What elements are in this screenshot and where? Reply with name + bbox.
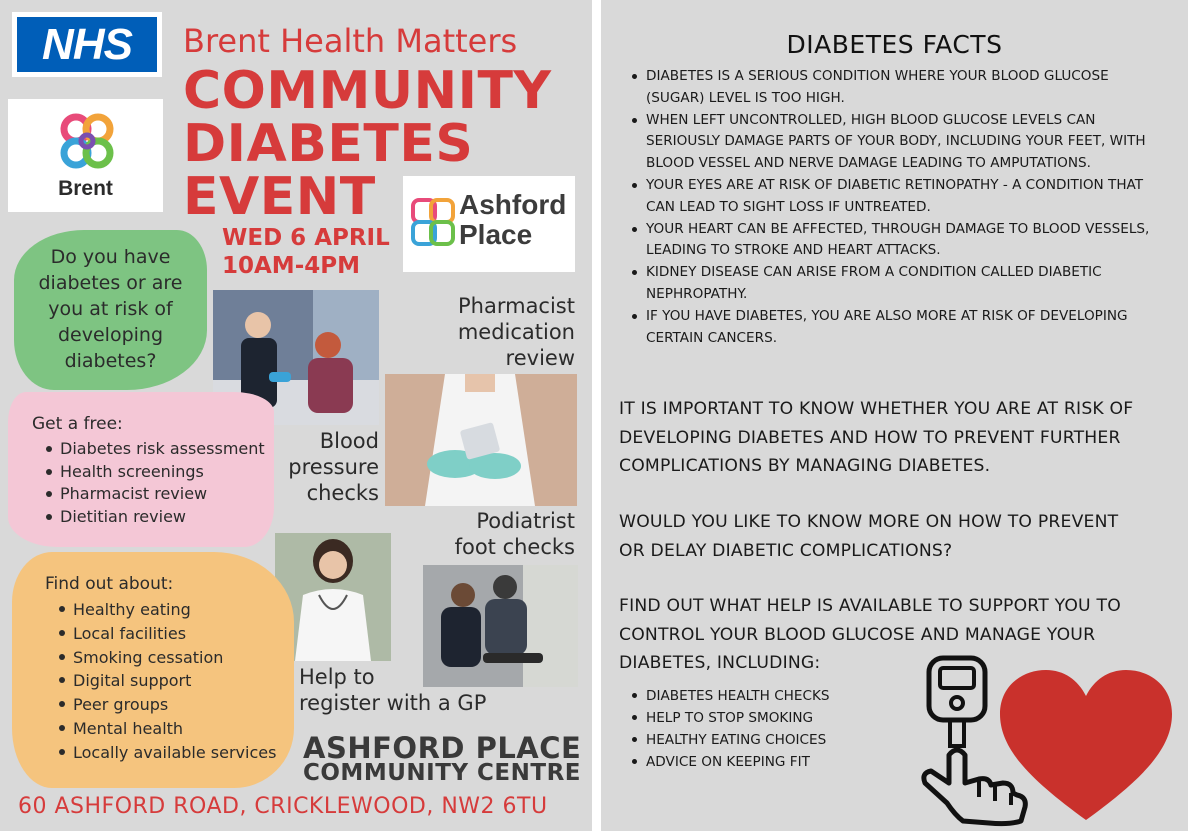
pharmacist-caption-line-1: Pharmacist <box>458 294 575 318</box>
gp-caption-line-2: register with a GP <box>299 691 487 715</box>
list-item: WHEN LEFT UNCONTROLLED, HIGH BLOOD GLUCOSE LEVELS CAN SERIOUSLY DAMAGE PARTS OF YOUR BODY, INCLUDING YOUR FEET, WITH BLOOD VESSEL AND NERVE DAMAGE LEADING TO AMPUTATIONS. <box>629 110 1169 175</box>
importance-paragraph: IT IS IMPORTANT TO KNOW WHETHER YOU ARE AT RISK OF DEVELOPING DIABETES AND HOW TO PREVENT FURTHER COMPLICATIONS BY MANAGING DIABETES. <box>619 399 1134 476</box>
help-paragraph: FIND OUT WHAT HELP IS AVAILABLE TO SUPPORT YOU TO CONTROL YOUR BLOOD GLUCOSE AND MANAGE YOUR DIABETES, INCLUDING: <box>619 596 1121 673</box>
get-free-blob <box>8 392 274 547</box>
pharmacist-caption-line-3: review <box>505 346 575 370</box>
blood-pressure-caption <box>280 428 379 506</box>
help-list <box>629 685 830 773</box>
question-blob <box>14 230 207 390</box>
venue-subname: COMMUNITY CENTRE <box>303 760 581 786</box>
list-item: Mental health <box>59 717 276 741</box>
podiatrist-caption-line-2: foot checks <box>454 535 575 559</box>
venue-address: 60 ASHFORD ROAD, CRICKLEWOOD, NW2 6TU <box>18 794 548 819</box>
list-item: ADVICE ON KEEPING FIT <box>629 751 830 773</box>
list-item: DIABETES IS A SERIOUS CONDITION WHERE YOUR BLOOD GLUCOSE (SUGAR) LEVEL IS TOO HIGH. <box>629 66 1169 110</box>
gp-caption <box>299 664 486 716</box>
list-item: YOUR HEART CAN BE AFFECTED, THROUGH DAMAGE TO BLOOD VESSELS, LEADING TO STROKE AND HEART ATTACKS. <box>629 219 1169 263</box>
list-item: Local facilities <box>59 622 276 646</box>
facts-list <box>629 66 1169 349</box>
pharmacist-photo <box>385 374 577 506</box>
event-date: WED 6 APRIL <box>222 225 390 251</box>
venue-name: ASHFORD PLACE <box>303 731 582 765</box>
question-paragraph: WOULD YOU LIKE TO KNOW MORE ON HOW TO PREVENT OR DELAY DIABETIC COMPLICATIONS? <box>619 512 1119 561</box>
list-item: Diabetes risk assessment <box>46 438 265 461</box>
list-item: HELP TO STOP SMOKING <box>629 707 830 729</box>
list-item: HEALTHY EATING CHOICES <box>629 729 830 751</box>
list-item: Locally available services <box>59 741 276 765</box>
event-poster <box>0 0 592 831</box>
blood-caption-line-3: checks <box>306 481 379 505</box>
find-out-title: Find out about: <box>45 574 174 594</box>
ashford-knot-icon <box>409 194 459 254</box>
ashford-logo-line-2: Place <box>459 219 533 250</box>
pharmacist-caption-line-2: medication <box>457 320 575 344</box>
find-out-list <box>59 598 276 765</box>
facts-title: DIABETES FACTS <box>786 30 1003 59</box>
list-item: Peer groups <box>59 693 276 717</box>
ashford-logo-line-1: Ashford <box>459 189 567 220</box>
get-free-title: Get a free: <box>32 414 123 434</box>
podiatrist-caption <box>447 508 575 560</box>
blood-caption-line-2: pressure <box>288 455 379 479</box>
brent-knot-icon <box>60 113 114 173</box>
ashford-place-logo <box>403 176 575 272</box>
list-item: YOUR EYES ARE AT RISK OF DIABETIC RETINOPATHY - A CONDITION THAT CAN LEAD TO SIGHT LOSS IF UNTREATED. <box>629 175 1169 219</box>
list-item: Pharmacist review <box>46 483 265 506</box>
headline-line-2: DIABETES <box>183 114 474 174</box>
list-item: Healthy eating <box>59 598 276 622</box>
facts-poster <box>601 0 1188 831</box>
pharmacist-caption <box>447 293 575 371</box>
question-text: Do you have diabetes or are you at risk of developing diabetes? <box>38 246 183 372</box>
headline-line-1: COMMUNITY <box>183 61 552 121</box>
heart-icon <box>998 668 1174 826</box>
nhs-logo-text: NHS <box>42 19 132 69</box>
list-item: Digital support <box>59 669 276 693</box>
headline-line-3: EVENT <box>183 167 376 227</box>
get-free-list <box>46 438 265 528</box>
brent-logo <box>8 99 163 212</box>
list-item: KIDNEY DISEASE CAN ARISE FROM A CONDITION CALLED DIABETIC NEPHROPATHY. <box>629 262 1169 306</box>
find-out-blob <box>12 552 294 788</box>
podiatrist-caption-line-1: Podiatrist <box>476 509 575 533</box>
list-item: DIABETES HEALTH CHECKS <box>629 685 830 707</box>
blood-caption-line-1: Blood <box>319 429 379 453</box>
list-item: Smoking cessation <box>59 646 276 670</box>
list-item: IF YOU HAVE DIABETES, YOU ARE ALSO MORE AT RISK OF DEVELOPING CERTAIN CANCERS. <box>629 306 1169 350</box>
list-item: Health screenings <box>46 461 265 484</box>
list-item: Dietitian review <box>46 506 265 529</box>
gp-caption-line-1: Help to <box>299 665 375 689</box>
nhs-logo <box>12 12 162 77</box>
event-time: 10AM-4PM <box>222 253 360 279</box>
event-subtitle: Brent Health Matters <box>183 22 518 60</box>
brent-logo-text: Brent <box>58 177 113 200</box>
